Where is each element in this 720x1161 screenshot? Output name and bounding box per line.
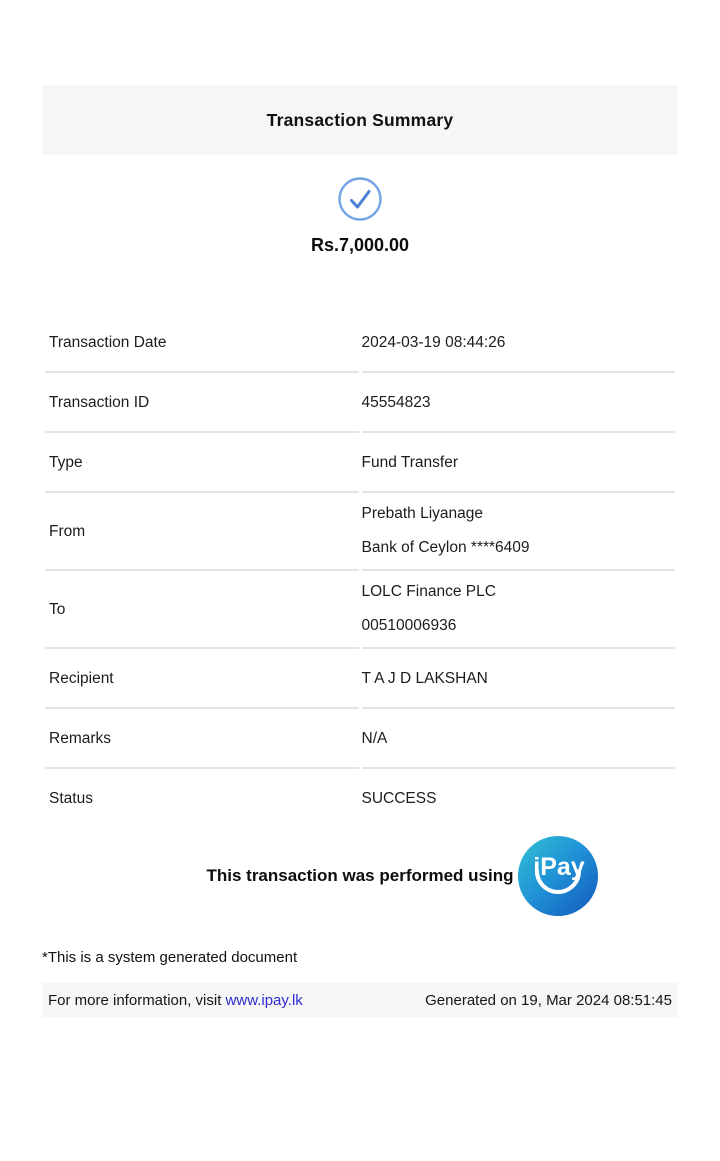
table-row (45, 649, 675, 709)
table-row (45, 313, 675, 373)
transaction-amount: Rs.7,000.00 (310, 235, 410, 255)
row-label: From (45, 493, 359, 571)
row-value-line: 00510006936 (361, 617, 457, 634)
row-value (362, 709, 676, 769)
row-value-line: 2024-03-19 08:44:26 (361, 334, 506, 351)
row-value (362, 571, 676, 649)
row-value-line: SUCCESS (361, 790, 437, 807)
success-check-circle-icon (337, 176, 383, 222)
row-value (362, 433, 676, 493)
row-label: Remarks (45, 709, 359, 769)
row-label: Transaction ID (45, 373, 359, 433)
row-value-line: Prebath Liyanage (361, 505, 484, 522)
row-value-line: N/A (361, 730, 388, 747)
row-value-line: 45554823 (361, 394, 431, 411)
row-value-line: T A J D LAKSHAN (361, 670, 488, 687)
page-title: Transaction Summary (266, 109, 454, 130)
row-value (362, 769, 676, 827)
ipay-logo-icon (518, 836, 598, 916)
row-value (362, 649, 676, 709)
footer-info-text: For more information, visit (48, 991, 226, 1009)
svg-text:iPay: iPay (533, 853, 585, 881)
table-row (45, 373, 675, 433)
row-label: Transaction Date (45, 313, 359, 373)
branding-row (42, 835, 678, 917)
row-value (362, 493, 676, 571)
status-icon-wrap (42, 176, 678, 222)
performed-using-text: This transaction was performed using (206, 866, 514, 885)
ipay-website-link[interactable]: www.ipay.lk (225, 991, 303, 1009)
table-row (45, 709, 675, 769)
row-value-line: Bank of Ceylon ****6409 (361, 539, 530, 556)
header-bar (42, 85, 678, 155)
row-label: Status (49, 790, 93, 807)
footer-bar (42, 983, 678, 1017)
table-row (45, 433, 675, 493)
row-value-line: Fund Transfer (361, 454, 458, 471)
row-value-line: LOLC Finance PLC (361, 583, 496, 600)
row-value (362, 313, 676, 373)
row-label: Type (45, 433, 359, 493)
receipt-page (42, 85, 678, 1017)
row-label: Recipient (45, 649, 359, 709)
footer-info (48, 992, 303, 1009)
row-value (362, 373, 676, 433)
table-row (45, 769, 675, 827)
table-row (45, 571, 675, 649)
generated-timestamp: Generated on 19, Mar 2024 08:51:45 (425, 991, 672, 1009)
system-generated-note: *This is a system generated document (42, 949, 298, 966)
transaction-details-table (42, 313, 678, 827)
row-label: To (45, 571, 359, 649)
table-row (45, 493, 675, 571)
